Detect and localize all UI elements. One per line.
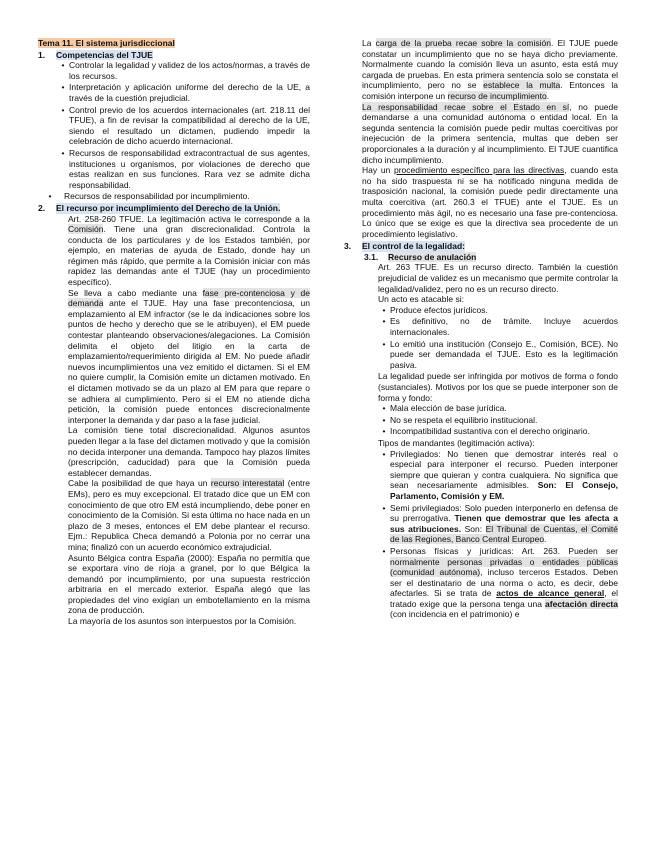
bullet-icon: • (382, 545, 386, 556)
list-item: • Mala elección de base jurídica. (378, 403, 618, 414)
bullet-icon: • (382, 403, 386, 414)
section-2-heading: 2. El recurso por incumplimiento del Derecho de la Unión. (38, 202, 281, 213)
list-item: • Recursos de responsabilidad por incumplimiento. (38, 191, 310, 202)
paragraph: La responsabilidad recae sobre el Estado en sí, no puede demandarse a una comunidad autónoma o entidad local. En la segunda sentencia la comisión puede pedir multas coercitivas por inejecución de la primera sentencia, multas que deben ser proporcionales a la duración y al incumplimiento. El TJUE cuantifica dicho incumplimiento. (362, 101, 618, 165)
bullet-icon: • (382, 316, 386, 327)
list-item: • Personas físicas y jurídicas: Art. 263. Pueden ser normalmente personas privadas o entidades públicas (comunidad autónoma), incluso terceros Estados. Deben ser el destinatario de una norma o acto, es decir, debe afectarles. Si se trata de actos de alcance general, el tratado exige que la persona tenga una afectación directa (con incidencia en el patrimonio) e (378, 546, 618, 620)
section-1-list (38, 60, 310, 190)
paragraph: Asunto Bélgica contra España (2000): España no permitía que se exportara vino de rioja a granel, por lo que Bélgica la demandó por incumplimiento, por una supuesta restricción arbitraria en el mercado exterior. España alegó que las propiedades del vino exigían un embotellamiento en la misma zona de producción. (68, 552, 310, 616)
paragraph: Un acto es atacable si: (378, 294, 464, 305)
section-1-heading: 1. Competencias del TJUE (38, 49, 153, 60)
bullet-icon: • (61, 60, 65, 71)
section-3-1-heading: 3.1. Recurso de anulación (364, 251, 477, 262)
list-item: • Interpretación y aplicación uniforme del derecho de la UE, a través de la cuestión prejudicial. (57, 82, 310, 103)
list-item: • Incompatibilidad sustantiva con el derecho originario. (378, 426, 618, 437)
paragraph: Cabe la posibilidad de que haya un recurso interestatal (entre EMs), pero es muy excepcional. El tratado dice que un EM con conocimiento de que otro EM está incumpliendo, debe poner en conocimiento de la Comisión. Si esta última no hace nada en un plazo de 3 meses, entonces el EM debe plantear el recurso. Ejm.: Republica Checa demandó a Polonia por no cerrar una mina; finalizó con un acuerdo económico extrajudicial. (68, 478, 310, 552)
bullet-icon: • (382, 304, 386, 315)
bullet-icon: • (382, 502, 386, 513)
paragraph: La legalidad puede ser infringida por motivos de forma o fondo (sustanciales). Motivos por los que se puede interponer son de forma y fondo: (378, 371, 618, 403)
bullet-icon: • (48, 191, 52, 202)
list-item: • Controlar la legalidad y validez de los actos/normas, a través de los recursos. (57, 60, 310, 81)
section-2-body (38, 214, 310, 627)
paragraph: Art. 258-260 TFUE. La legitimación activa le corresponde a la Comisión. Tiene una gran discrecionalidad. Controla la conducta de los particulares y de los Estados también, por ejemplo, en materias de ayuda de Estado, donde hay un régimen más rápido, que permite a la Comisión iniciar con más rapidez las demandas ante el TJUE (hay un procedimiento específico). (68, 213, 310, 288)
list-item: • Privilegiados: No tienen que demostrar interés real o especial para interponer el recurso. Pueden interponer siempre que quieran y contra cualquiera. No significa que sean necesariamente admisibles. Son: El Consejo, Parlamento, Comisión y EM. (378, 449, 618, 502)
bullet-icon: • (61, 82, 65, 93)
list-item: • Es definitivo, no de trámite. Incluye acuerdos internacionales. (378, 316, 618, 337)
bullet-icon: • (382, 338, 386, 349)
section-2-continued (362, 38, 618, 239)
paragraph: Art. 263 TFUE. Es un recurso directo. También la cuestión prejudicial de validez es un mecanismo que permite controlar la legalidad/validez, pero no es un recurso directo. (378, 262, 618, 294)
paragraph: Hay un procedimiento específico para las directivas, cuando esta no ha sido traspuesta ni se ha notificado ninguna medida de trasposición nacional, la comisión puede pedir directamente una multa coercitiva (art. 260.3 el TFUE) ante el TJUE. Es un procedimiento más ágil, no es necesario una fase pre-contenciosa. Lo único que se exige es que la directiva sea procedente de un procedimiento legislativo. (362, 165, 619, 239)
document-title: Tema 11. El sistema jurisdiccional (38, 38, 175, 48)
list-item: • No se respeta el equilibrio institucional. (378, 415, 618, 426)
list-item: • Semi privilegiados: Solo pueden interponerlo en defensa de su prerrogativa. Tienen que demostrar que les afecta a sus atribuciones. Son: El Tribunal de Cuentas, el Comité de las Regiones, Banco Central Europeo. (378, 503, 618, 545)
right-column (344, 38, 619, 621)
bullet-icon: • (382, 414, 386, 425)
bullet-icon: • (61, 147, 65, 158)
list-item: • Lo emitió una institución (Consejo E., Comisión, BCE). No puede ser demandada el TJUE. Esto es la legitimación pasiva. (378, 339, 618, 371)
paragraph: La carga de la prueba recae sobre la comisión. El TJUE puede constatar un incumplimiento que no se haya dicho previamente. Normalmente cuando la comisión lleva un asunto, esta está muy cargada de pruebas. En esta primera sentencia solo se constata el incumplimiento, pero no se establece la multa. Entonces la comisión interpone un recurso de incumplimiento. (362, 38, 618, 101)
paragraph: La comisión tiene total discrecionalidad. Algunos asuntos pueden llegar a la fase del dictamen motivado y que la comisión no decida interponer una demanda. Tampoco hay plazos límites (prescripción, caducidad) para que la Comisión pueda establecer demandas. (68, 425, 310, 478)
paragraph: Tipos de mandantes (legitimación activa): (378, 437, 535, 448)
section-3-1-body (362, 262, 618, 620)
list-item: • Produce efectos jurídicos. (378, 305, 618, 316)
list-item: • Recursos de responsabilidad extracontractual de sus agentes, instituciones u organismos, por violaciones de derecho que estas realizan en sus funciones. Rara vez se admite dicha responsabilidad. (57, 148, 310, 190)
section-3-heading: 3. El control de la legalidad: (344, 241, 465, 252)
list-item: • Control previo de los acuerdos internacionales (art. 218.11 del TFUE), a fin de revisar la compatibilidad al derecho de la UE, siendo el resultado un dictamen, pudiendo impedir la celebración de dicho acuerdo internacional. (57, 105, 310, 147)
bullet-icon: • (382, 426, 386, 437)
paragraph: Se lleva a cabo mediante una fase pre-contenciosa y de demanda ante el TJUE. Hay una fase precontenciosa, un emplazamiento al EM infractor (se le da indicaciones sobre los puntos de hecho y derecho que se le atribuyen), el EM puede contestar planteando observaciones/alegaciones. La Comisión delimita el objeto del litigio en la carta de emplazamiento/requerimiento dirigida al EM. No puede añadir nuevos incumplimientos una vez emitido el dictamen. Si el EM no quiere cumplir, la Comisión emite un dictamen motivado. En el dictamen motivado se da un plazo al EM para que repare o se adhiera al cumplimiento. Pero si el EM no atiende dicha petición, la comisión puede entonces discrecionalmente interponer la demanda y dar paso a la fase judicial. (68, 287, 310, 425)
bullet-icon: • (382, 448, 386, 459)
left-column (38, 38, 310, 627)
bullet-icon: • (61, 104, 65, 115)
paragraph: La mayoría de los asuntos son interpuestos por la Comisión. (68, 616, 297, 627)
